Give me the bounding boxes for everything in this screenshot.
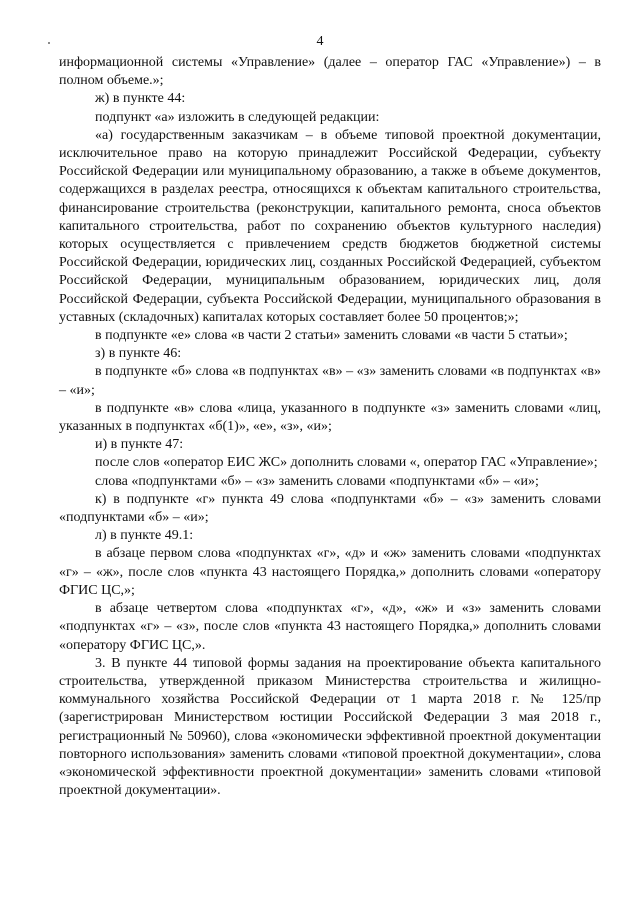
paragraph-10: после слов «оператор ЕИС ЖС» дополнить словами «, оператор ГАС «Управление»; xyxy=(95,455,598,471)
paragraph-16: 3. В пункте 44 типовой формы задания на проектирование объекта капитального строительства, утвержденной приказом Министерства строительства и жилищно-коммунального хозяйства Российской Федерации от 1 марта 2018 г. № 125/пр (зарегистрирован Министерством юстиции Российской Федерации 3 мая 2018 г., регистрационный № 50960), слова «экономически эффективной проектной документации повторного использования» заменить словами «типовой проектной документации», слова «экономической эффективности проектной документации» заменить словами «типовой проектной документации». xyxy=(59,655,601,799)
paragraph-4: «а) государственным заказчикам – в объеме типовой проектной документации, исключительное право на которую принадлежит Российской Федерации, субъекту Российской Федерации или муниципальному образованию, а также в объеме документов, содержащихся в разделах реестра, относящихся к объектам капитального строительства, финансирование строительства (реконструкции, капитального ремонта, сноса объектов капитального строительства, работ по сохранению объектов культурного наследия) которых осуществляется с привлечением средств бюджетов бюджетной системы Российской Федерации, юридических лиц, созданных Российской Федерацией, субъектом Российской Федерации, муниципальным образованием, юридических лиц, доля Российской Федерации, субъекта Российской Федерации, муниципального образования в уставных (складочных) капиталах которых составляет более 50 процентов;»; xyxy=(59,127,601,325)
paragraph-14: в абзаце первом слова «подпунктах «г», «д» и «ж» заменить словами «подпунктах «г» – «ж», после слов «пункта 43 настоящего Порядка,» дополнить словами «оператору ФГИС ЦС,»; xyxy=(59,546,601,598)
paragraph-9: и) в пункте 47: xyxy=(95,437,184,453)
paragraph-13: л) в пункте 49.1: xyxy=(95,528,194,544)
paragraph-11: слова «подпунктами «б» – «з» заменить словами «подпунктами «б» – «и»; xyxy=(95,473,539,489)
paragraph-12: к) в подпункте «г» пункта 49 слова «подпунктами «б» – «з» заменить словами «подпунктами «б» – «и»; xyxy=(59,491,601,526)
paragraph-1: информационной системы «Управление» (далее – оператор ГАС «Управление») – в полном объеме.»; xyxy=(59,55,601,89)
document-body xyxy=(59,54,601,800)
paragraph-2: ж) в пункте 44: xyxy=(95,91,186,107)
page-number: 4 xyxy=(316,34,324,49)
paragraph-7: в подпункте «б» слова «в подпунктах «в» – «з» заменить словами «в подпунктах «в» – «и»; xyxy=(59,364,601,398)
paragraph-15: в абзаце четвертом слова «подпунктах «г», «д», «ж» и «з» заменить словами «подпунктах «г» – «з», после слов «пункта 43 настоящего Порядка,» дополнить словами «оператору ФГИС ЦС,». xyxy=(59,601,601,653)
paragraph-3: подпункт «а» изложить в следующей редакции: xyxy=(95,109,380,125)
paragraph-6: з) в пункте 46: xyxy=(95,346,182,362)
paragraph-8: в подпункте «в» слова «лица, указанного в подпункте «з» заменить словами «лиц, указанных в подпунктах «б(1)», «е», «з», «и»; xyxy=(59,400,601,435)
paragraph-5: в подпункте «е» слова «в части 2 статьи» заменить словами «в части 5 статьи»; xyxy=(95,328,568,344)
